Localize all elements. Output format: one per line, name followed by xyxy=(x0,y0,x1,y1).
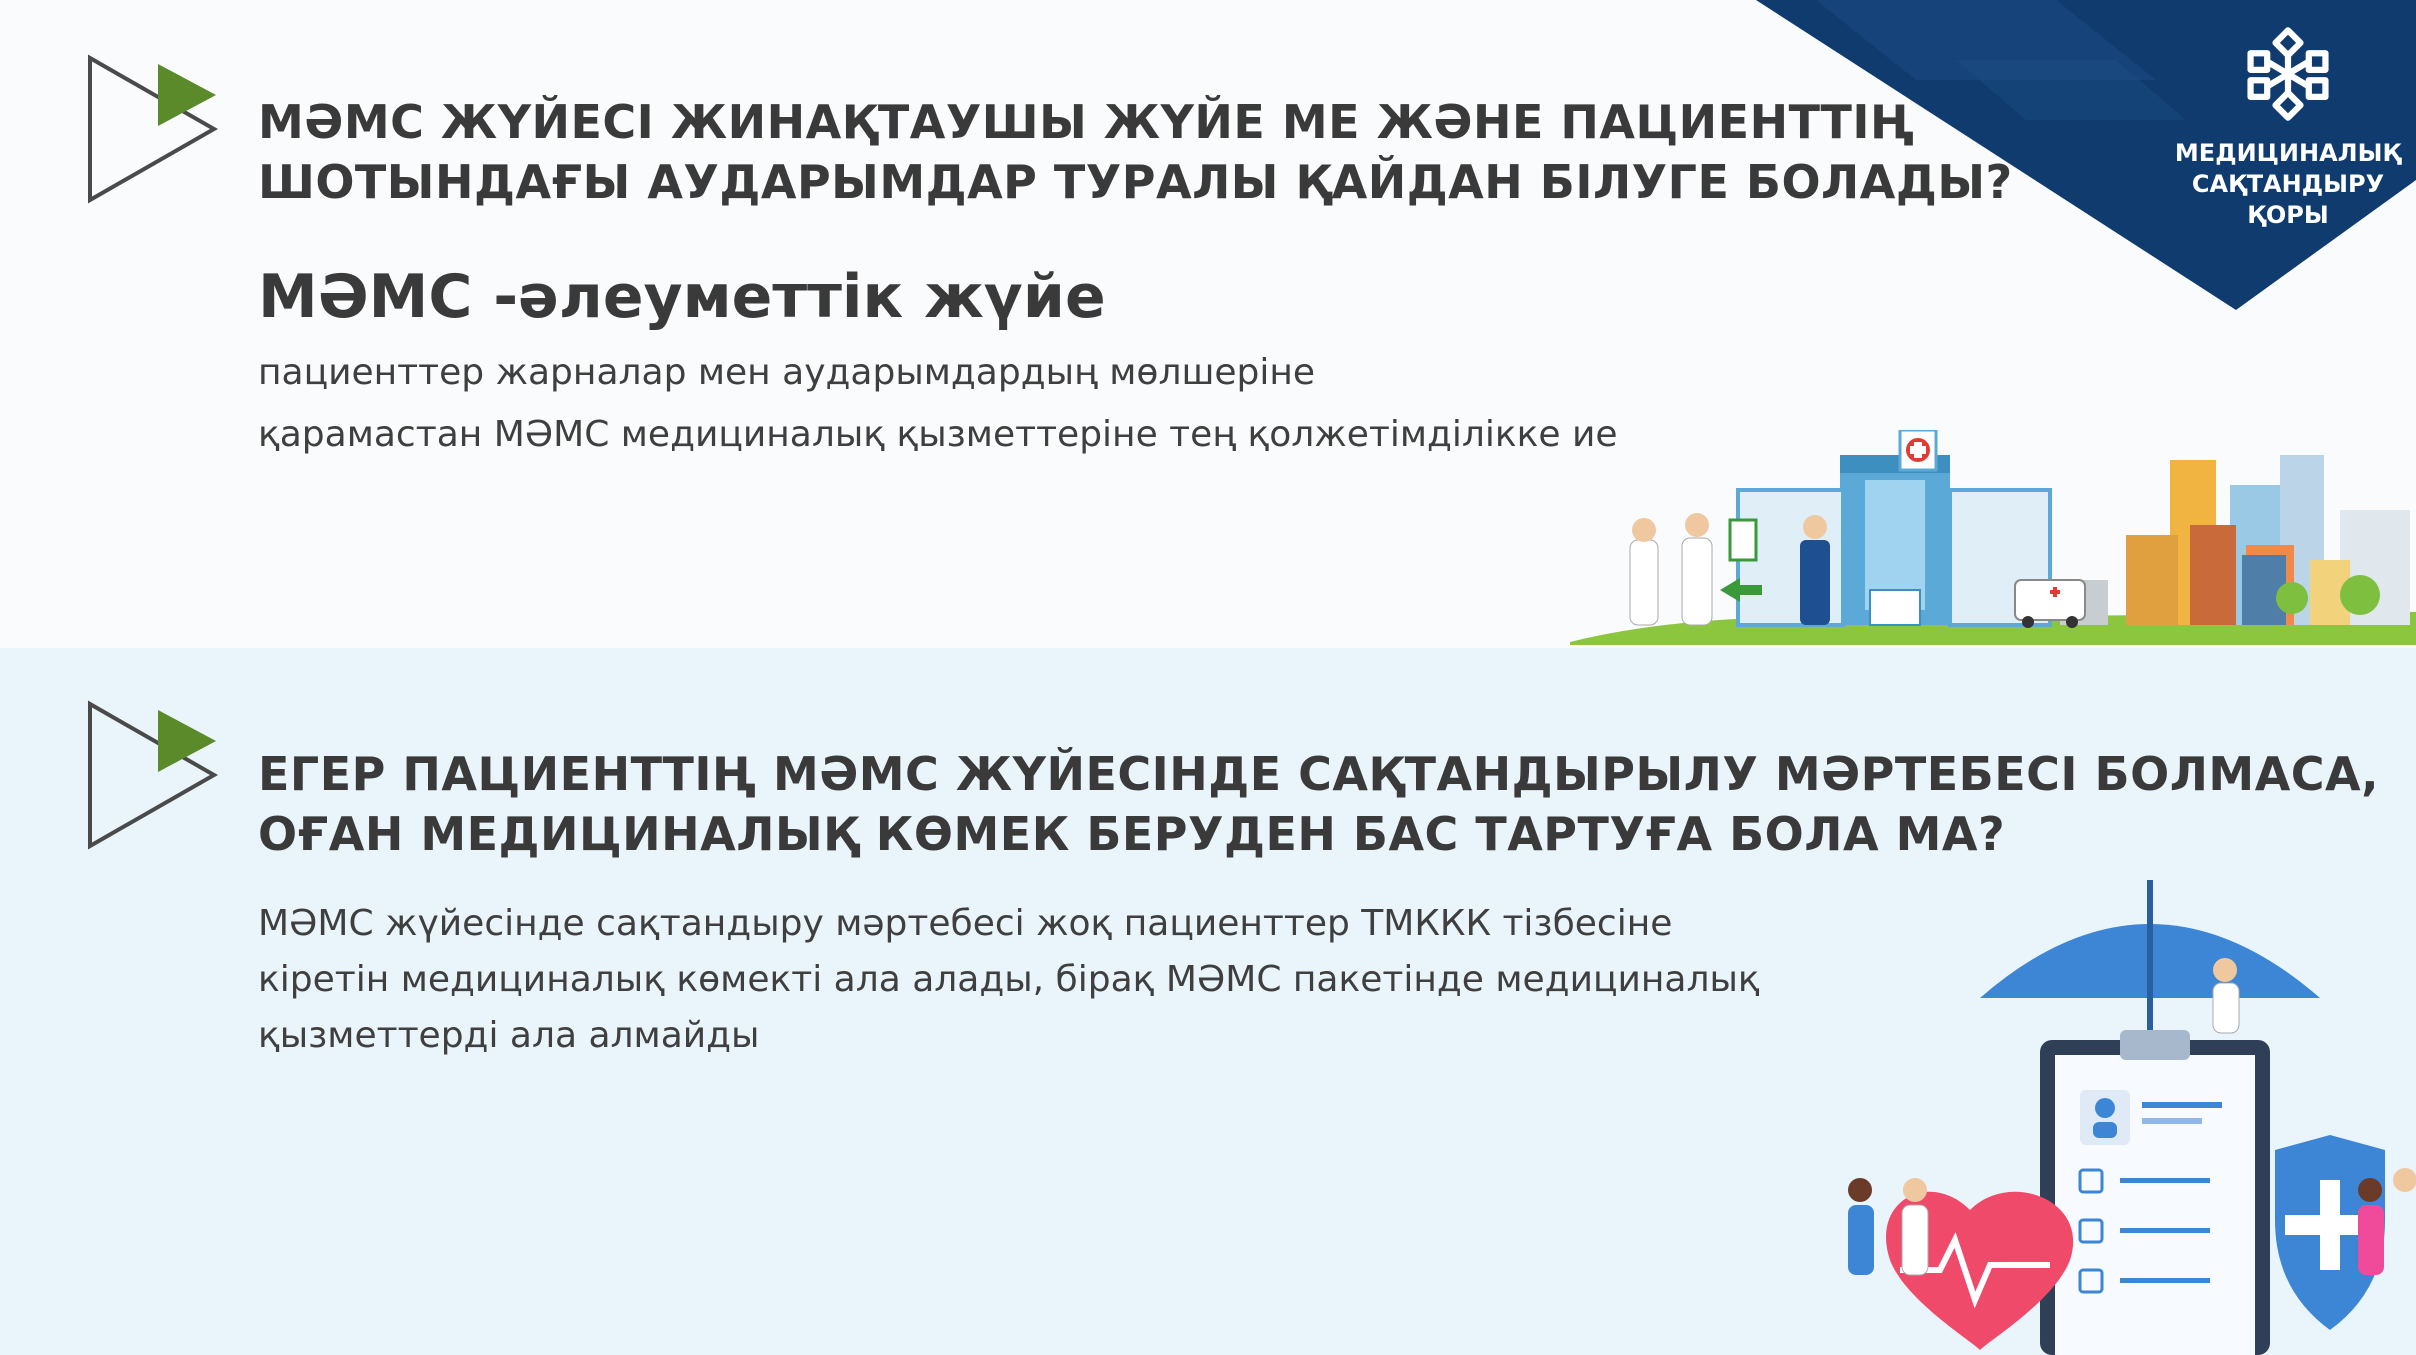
logo-title xyxy=(2168,138,2408,231)
section2-body-line-1: МӘМС жүйесінде сақтандыру мәртебесі жоқ пациенттер ТМККК тізбесіне xyxy=(258,903,1673,944)
section2-heading-line-1: ЕГЕР ПАЦИЕНТТІҢ МӘМС ЖҮЙЕСІНДЕ САҚТАНДЫРЫЛУ МӘРТЕБЕСІ БОЛМАСА, xyxy=(258,747,2380,801)
logo-line-2: САҚТАНДЫРУ xyxy=(2191,170,2385,198)
section2-body-line-2: кіретін медициналық көмекті ала алады, бірақ МӘМС пакетінде медициналық xyxy=(258,959,1760,1000)
hospital-building xyxy=(1738,430,2050,625)
section1-body-line-2: қарамастан МӘМС медициналық қызметтеріне тең қолжетімділікке ие xyxy=(258,414,1618,455)
section2-heading-line-2: ОҒАН МЕДИЦИНАЛЫҚ КӨМЕК БЕРУДЕН БАС ТАРТУҒА БОЛА МА? xyxy=(258,807,2006,861)
section1-heading xyxy=(258,92,2013,212)
logo-line-1: МЕДИЦИНАЛЫҚ xyxy=(2174,139,2402,167)
insurance-umbrella-illustration xyxy=(1830,880,2416,1355)
snowflake-logo-icon xyxy=(2236,22,2340,126)
play-arrow-icon xyxy=(86,700,226,850)
section2-body xyxy=(258,896,1760,1064)
section1-body-line-1: пациенттер жарналар мен аударымдардың мөлшеріне xyxy=(258,352,1316,393)
logo-line-3: ҚОРЫ xyxy=(2247,201,2329,229)
play-arrow-icon xyxy=(86,54,226,204)
hospital-city-illustration xyxy=(1570,430,2416,645)
section1-body xyxy=(258,342,1618,466)
section1-heading-line-2: ШОТЫНДАҒЫ АУДАРЫМДАР ТУРАЛЫ ҚАЙДАН БІЛУГЕ БОЛАДЫ? xyxy=(258,155,2013,209)
section2-body-line-3: қызметтерді ала алмайды xyxy=(258,1015,760,1056)
section1-subtitle: МӘМС -әлеуметтік жүйе xyxy=(258,262,1106,332)
ambulance-icon xyxy=(2015,580,2085,628)
section1-heading-line-1: МӘМС ЖҮЙЕСІ ЖИНАҚТАУШЫ ЖҮЙЕ МЕ ЖӘНЕ ПАЦИЕНТТІҢ xyxy=(258,95,1915,149)
city-buildings xyxy=(2060,455,2410,625)
section2-heading xyxy=(258,744,2379,864)
